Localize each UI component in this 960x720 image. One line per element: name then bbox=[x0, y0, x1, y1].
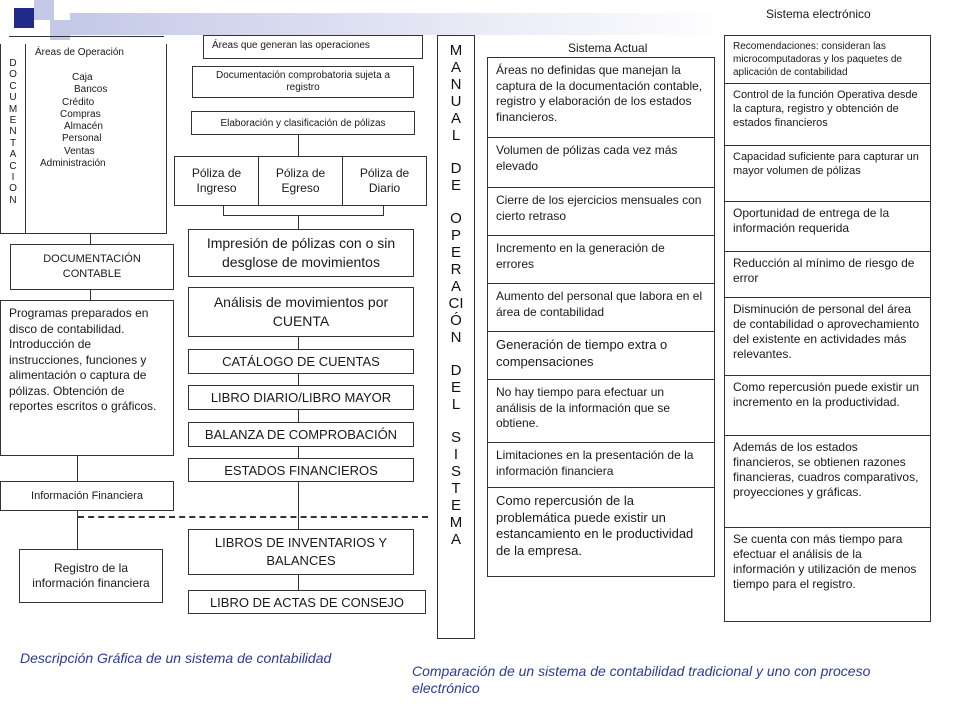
electronico-item: Recomendaciones: consideran las microcomputadoras y los paquetes de aplicación de contabilidad bbox=[725, 36, 930, 84]
vertical-letter: N bbox=[9, 126, 17, 138]
manual-letter: N bbox=[450, 76, 462, 93]
connector-elab-polizas bbox=[298, 135, 299, 156]
actual-item: Aumento del personal que labora en el área de contabilidad bbox=[488, 284, 714, 332]
programas-text: Programas preparados en disco de contabilidad. Introducción de instrucciones, funciones y alimentación o captura de pólizas. Obtención de reportes escritos o gráficos. bbox=[9, 306, 157, 413]
vertical-letter: U bbox=[9, 92, 17, 104]
balanza-label: BALANZA DE COMPROBACIÓN bbox=[204, 427, 398, 442]
vertical-letter: T bbox=[9, 137, 17, 149]
catalogo-box bbox=[188, 349, 414, 374]
inventarios-label: LIBROS DE INVENTARIOS Y BALANCES bbox=[214, 535, 388, 568]
manual-letter: N bbox=[450, 329, 462, 346]
sistema-actual-list bbox=[487, 57, 715, 577]
manual-letter: D bbox=[450, 160, 462, 177]
area-item: Bancos bbox=[74, 84, 108, 96]
dashed-connector bbox=[78, 516, 428, 518]
areas-title: Áreas de Operación bbox=[35, 47, 124, 58]
connector-areas-doc bbox=[90, 234, 91, 244]
actas-label: LIBRO DE ACTAS DE CONSEJO bbox=[209, 594, 405, 610]
area-item: Administración bbox=[40, 158, 106, 170]
libro-diario-label: LIBRO DIARIO/LIBRO MAYOR bbox=[210, 390, 392, 405]
actual-item: Incremento en la generación de errores bbox=[488, 236, 714, 284]
sistema-electronico-list bbox=[724, 35, 931, 622]
left-top-line bbox=[9, 36, 164, 37]
vertical-letter: C bbox=[9, 80, 17, 92]
documentacion-contable-box bbox=[10, 244, 174, 290]
manual-letter: A bbox=[450, 278, 461, 295]
manual-letter: A bbox=[450, 59, 461, 76]
electronico-item: Control de la función Operativa desde la captura, registro y obtención de estados financieros bbox=[725, 84, 930, 146]
area-item: Caja bbox=[72, 72, 93, 83]
connector-bracket-impresion bbox=[298, 215, 299, 229]
vertical-letter: E bbox=[9, 115, 17, 127]
left-vertical-divider bbox=[25, 44, 26, 234]
libro-diario-box bbox=[188, 385, 414, 410]
connector-analisis-catalogo bbox=[298, 337, 299, 349]
manual-vertical-text bbox=[437, 42, 475, 548]
sistema-electronico-label: Sistema electrónico bbox=[766, 7, 871, 21]
polizas-row bbox=[174, 156, 427, 206]
registro-label: Registro de la información financiera bbox=[32, 561, 150, 590]
manual-letter: L bbox=[451, 127, 461, 144]
electronico-item: Oportunidad de entrega de la información requerida bbox=[725, 202, 930, 252]
sistema-actual-title: Sistema Actual bbox=[568, 41, 648, 55]
manual-letter: E bbox=[450, 177, 461, 194]
vertical-letter: D bbox=[9, 58, 17, 69]
actual-item: Como repercusión de la problemática puede existir un estancamiento en le productividad de la empresa. bbox=[496, 493, 694, 558]
accent-square-light bbox=[34, 0, 54, 20]
vertical-letter: O bbox=[9, 183, 17, 195]
manual-letter: S bbox=[450, 429, 461, 446]
electronico-item: Reducción al mínimo de riesgo de error bbox=[725, 252, 930, 298]
electronico-item: Se cuenta con más tiempo para efectuar el análisis de la información y utilización de menos tiempo para el registro. bbox=[733, 532, 917, 591]
accent-square-dark bbox=[14, 8, 34, 28]
electronico-item: Disminución de personal del área de contabilidad o aprovechamiento del existente en actividades más relevantes. bbox=[725, 298, 930, 376]
areas-items-list bbox=[30, 72, 150, 170]
inventarios-box bbox=[188, 529, 414, 575]
actual-item: Volumen de pólizas cada vez más elevado bbox=[488, 138, 714, 188]
analisis-label: Análisis de movimientos por CUENTA bbox=[213, 294, 389, 329]
vertical-letter: M bbox=[8, 103, 18, 115]
documentacion-box bbox=[192, 66, 414, 98]
actual-item: Generación de tiempo extra o compensaciones bbox=[488, 332, 714, 380]
area-item: Crédito bbox=[62, 96, 95, 108]
vertical-letter: A bbox=[9, 149, 17, 161]
informacion-financiera-label: Información Financiera bbox=[31, 490, 143, 502]
electronico-item: Como repercusión puede existir un incremento en la productividad. bbox=[725, 376, 930, 436]
manual-letter: A bbox=[450, 531, 461, 548]
electronico-item: Además de los estados financieros, se obtienen razones financieras, cuadros comparativos, proyecciones y gráficas. bbox=[725, 436, 930, 528]
poliza-egreso: Póliza de Egreso bbox=[259, 157, 343, 205]
documentacion-label: Documentación comprobatoria sujeta a registro bbox=[216, 69, 390, 93]
balanza-box bbox=[188, 422, 414, 447]
actas-box bbox=[188, 590, 426, 614]
documentacion-vertical-text bbox=[6, 58, 20, 206]
elaboracion-label: Elaboración y clasificación de pólizas bbox=[220, 117, 386, 129]
actual-item: Cierre de los ejercicios mensuales con cierto retraso bbox=[488, 188, 714, 236]
documentacion-contable-label: DOCUMENTACIÓN CONTABLE bbox=[43, 253, 141, 280]
informacion-financiera-box bbox=[0, 481, 174, 511]
manual-letter: E bbox=[450, 497, 461, 514]
manual-letter: T bbox=[451, 480, 461, 497]
impresion-label: Impresión de pólizas con o sin desglose de movimientos bbox=[206, 235, 396, 270]
manual-letter: E bbox=[450, 244, 461, 261]
manual-letter: CI bbox=[448, 295, 464, 312]
manual-letter: M bbox=[449, 514, 463, 531]
area-item: Ventas bbox=[64, 145, 95, 157]
estados-label: ESTADOS FINANCIEROS bbox=[224, 462, 378, 478]
header-gradient-bar bbox=[70, 13, 730, 35]
connector-catalogo-libro bbox=[298, 374, 299, 385]
catalogo-label: CATÁLOGO DE CUENTAS bbox=[222, 354, 380, 369]
poliza-diario: Póliza de Diario bbox=[359, 165, 410, 195]
actual-item: No hay tiempo para efectuar un análisis de la información que se obtiene. bbox=[488, 380, 714, 443]
vertical-letter: N bbox=[9, 194, 17, 206]
connector-inventarios-actas bbox=[298, 575, 299, 590]
connector-libro-balanza bbox=[298, 410, 299, 422]
connector-programas-info bbox=[77, 456, 78, 481]
electronico-item: Capacidad suficiente para capturar un mayor volumen de pólizas bbox=[725, 146, 930, 202]
manual-letter: A bbox=[450, 110, 461, 127]
actual-item: Áreas no definidas que manejan la captura de la documentación contable, registro y elaboración de los estados financieros. bbox=[488, 58, 714, 138]
area-item: Compras bbox=[60, 108, 101, 120]
accent-square-light-2 bbox=[50, 20, 70, 40]
registro-box bbox=[19, 549, 163, 603]
manual-letter: P bbox=[450, 227, 461, 244]
manual-letter: S bbox=[450, 463, 461, 480]
programas-box bbox=[0, 300, 174, 456]
manual-letter: L bbox=[451, 396, 461, 413]
connector-balanza-estados bbox=[298, 447, 299, 458]
areas-generan-label: Áreas que generan las operaciones bbox=[212, 40, 370, 51]
area-item: Personal bbox=[62, 133, 102, 145]
vertical-letter: I bbox=[11, 172, 15, 184]
manual-letter: U bbox=[450, 93, 462, 110]
manual-letter: I bbox=[453, 446, 459, 463]
estados-box bbox=[188, 458, 414, 482]
areas-generan-box bbox=[203, 35, 423, 59]
manual-letter: O bbox=[450, 210, 462, 227]
manual-letter: Ó bbox=[450, 312, 462, 329]
manual-letter: R bbox=[450, 261, 462, 278]
elaboracion-box bbox=[191, 111, 415, 135]
manual-letter: E bbox=[450, 379, 461, 396]
analisis-box bbox=[188, 287, 414, 337]
manual-letter: D bbox=[450, 362, 462, 379]
manual-letter: M bbox=[449, 42, 463, 59]
bracket-bottom bbox=[223, 215, 384, 216]
area-item: Almacén bbox=[64, 121, 103, 133]
vertical-letter: C bbox=[9, 160, 17, 172]
caption-left: Descripción Gráfica de un sistema de contabilidad bbox=[20, 650, 332, 666]
vertical-letter: O bbox=[9, 69, 17, 81]
poliza-ingreso: Póliza de Ingreso bbox=[175, 157, 259, 205]
connector-doc-programas bbox=[90, 290, 91, 300]
impresion-box bbox=[188, 229, 414, 277]
caption-right: Comparación de un sistema de contabilidad tradicional y uno con proceso electrónico bbox=[412, 663, 871, 696]
connector-estados-inventarios bbox=[298, 482, 299, 529]
actual-item: Limitaciones en la presentación de la información financiera bbox=[488, 443, 714, 488]
